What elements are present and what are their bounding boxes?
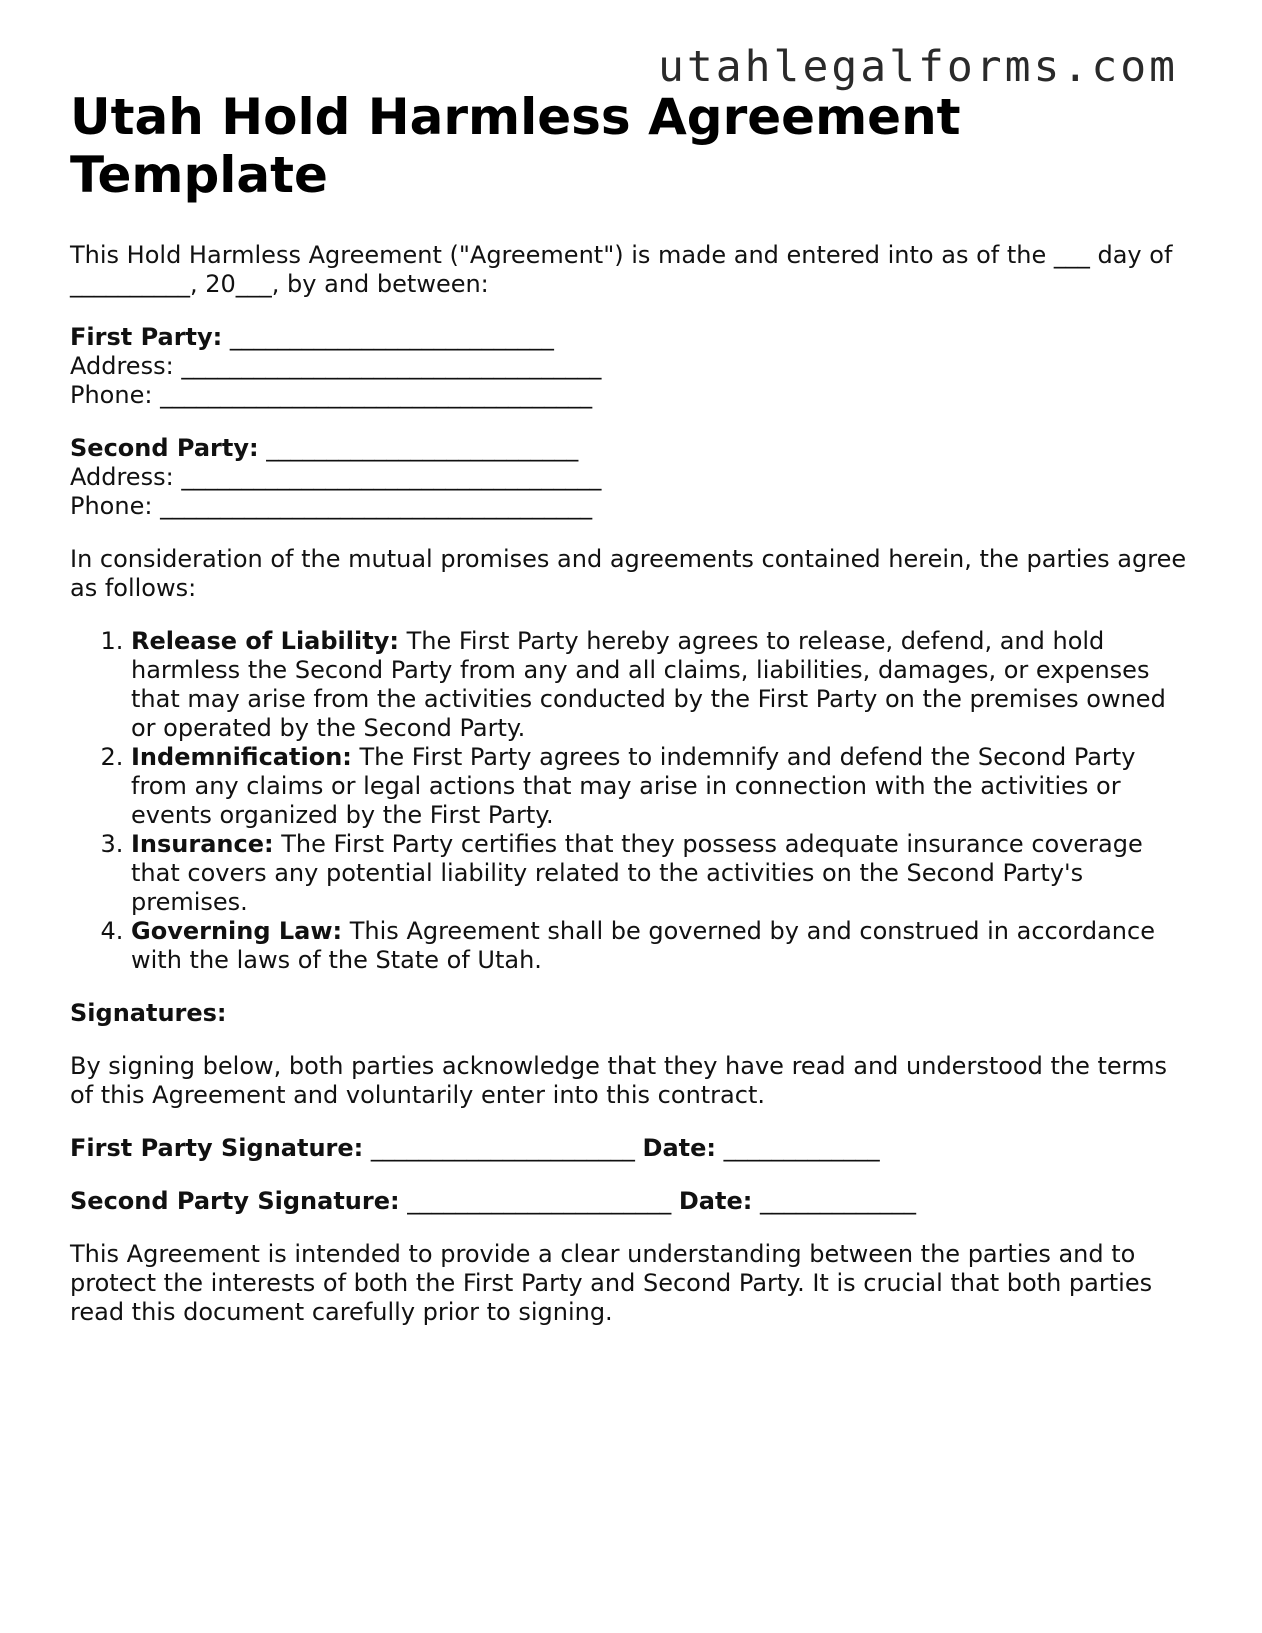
second-party-phone-line	[70, 492, 1195, 521]
second-signature-date-blank: _____________	[759, 1187, 916, 1215]
clauses-list	[70, 627, 1195, 975]
acknowledgement-paragraph: By signing below, both parties acknowledge that they have read and understood the terms of this Agreement and voluntarily enter into this contract.	[70, 1052, 1167, 1109]
clause-item	[131, 917, 1195, 975]
first-party-name-blank: ___________________________	[229, 323, 554, 351]
signatures-heading: Signatures:	[70, 999, 227, 1027]
first-party-address-line	[70, 352, 1195, 381]
first-signature-line	[70, 1134, 1195, 1163]
second-party-phone-blank: ____________________________________	[160, 492, 593, 520]
document-page	[70, 88, 1195, 1327]
site-watermark: utahlegalforms.com	[658, 42, 1178, 92]
clause-item	[131, 743, 1195, 830]
document-title: Utah Hold Harmless Agreement Template	[70, 88, 961, 204]
first-party-phone-blank: ____________________________________	[160, 381, 593, 409]
first-party-phone-line	[70, 381, 1195, 410]
first-party-label: First Party:	[70, 323, 223, 351]
first-party-phone-label: Phone:	[70, 381, 153, 409]
second-party-name-line	[70, 434, 1195, 463]
second-party-block	[70, 434, 1195, 521]
first-signature-date-label: Date:	[642, 1134, 717, 1162]
clause-text: This Agreement shall be governed by and construed in accordance with the laws of the State of Utah.	[131, 917, 1155, 974]
clause-text: The First Party hereby agrees to release, defend, and hold harmless the Second Party from any and all claims, liabilities, damages, or expenses that may arise from the activities conducted by the First Party on the premises owned or operated by the Second Party.	[131, 627, 1166, 742]
second-party-address-blank: ___________________________________	[181, 463, 602, 491]
second-party-address-line	[70, 463, 1195, 492]
consideration-paragraph: In consideration of the mutual promises and agreements contained herein, the parties agree as follows:	[70, 545, 1187, 602]
clause-title: Release of Liability:	[131, 627, 399, 655]
clause-title: Insurance:	[131, 830, 274, 858]
first-signature-date-blank: _____________	[723, 1134, 880, 1162]
second-party-label: Second Party:	[70, 434, 259, 462]
clause-text: The First Party certifies that they possess adequate insurance coverage that covers any potential liability related to the activities on the Second Party's premises.	[131, 830, 1143, 916]
first-signature-label: First Party Signature:	[70, 1134, 364, 1162]
closing-paragraph: This Agreement is intended to provide a clear understanding between the parties and to protect the interests of both the First Party and Second Party. It is crucial that both parties read this document carefully prior to signing.	[70, 1240, 1153, 1326]
second-signature-blank: ______________________	[407, 1187, 672, 1215]
clause-item	[131, 627, 1195, 743]
clause-title: Governing Law:	[131, 917, 343, 945]
second-party-phone-label: Phone:	[70, 492, 153, 520]
second-signature-label: Second Party Signature:	[70, 1187, 400, 1215]
clause-text: The First Party agrees to indemnify and defend the Second Party from any claims or legal actions that may arise in connection with the activities or events organized by the First Party.	[131, 743, 1136, 829]
clause-title: Indemnification:	[131, 743, 352, 771]
first-party-name-line	[70, 323, 1195, 352]
second-signature-date-label: Date:	[678, 1187, 753, 1215]
second-signature-line	[70, 1187, 1195, 1216]
intro-paragraph: This Hold Harmless Agreement ("Agreement") is made and entered into as of the ___ day of __________, 20___, by and between:	[70, 241, 1173, 298]
clause-item	[131, 830, 1195, 917]
first-signature-blank: ______________________	[370, 1134, 635, 1162]
first-party-block	[70, 323, 1195, 410]
second-party-address-label: Address:	[70, 463, 174, 491]
first-party-address-label: Address:	[70, 352, 174, 380]
second-party-name-blank: __________________________	[266, 434, 579, 462]
first-party-address-blank: ___________________________________	[181, 352, 602, 380]
